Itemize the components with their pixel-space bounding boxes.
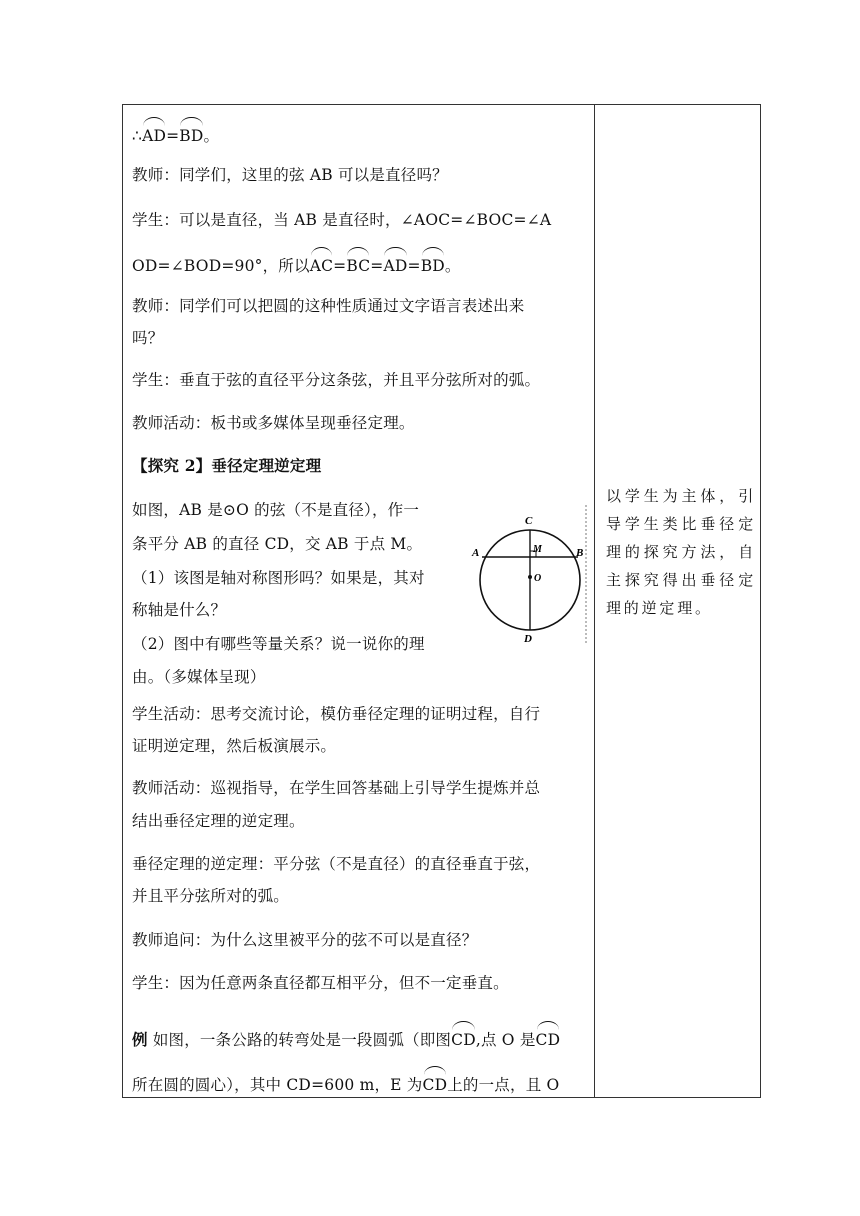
line-24: [132, 1030, 560, 1050]
label-m: M: [533, 544, 542, 555]
center-point: [528, 575, 532, 579]
arc-bd: BD: [420, 257, 445, 275]
line-8: 教师活动：板书或多媒体呈现垂径定理。: [132, 414, 415, 432]
circle-figure: [470, 505, 590, 645]
line-21: 并且平分弦所对的弧。: [132, 887, 290, 905]
punct: 。: [203, 127, 220, 145]
side-note: 以学生为主体，引导学生类比垂径定理的探究方法，自主探究得出垂径定理的逆定理。: [606, 487, 756, 617]
line-5: 教师：同学们可以把圆的这种性质通过文字语言表述出来: [132, 297, 525, 315]
arc-cd: CD: [451, 1031, 476, 1049]
label-c: C: [525, 515, 533, 527]
line-12: （1）该图是轴对称图形吗？如果是，其对: [132, 569, 425, 587]
arc-bd: BD: [179, 127, 204, 145]
equals: =: [370, 257, 384, 275]
line-19: 结出垂径定理的逆定理。: [132, 812, 305, 830]
section-heading: 【探究 2】垂径定理逆定理: [132, 456, 322, 475]
arc-ad: AD: [142, 127, 167, 145]
example-label: 例: [132, 1030, 148, 1049]
line-11: 条平分 AB 的直径 CD，交 AB 于点 M。: [132, 535, 423, 553]
equals: =: [333, 257, 347, 275]
arc-cd: CD: [535, 1031, 561, 1049]
line-25: [132, 1075, 559, 1095]
line-24-text: 如图，一条公路的转弯处是一段圆弧（即图: [147, 1031, 452, 1049]
line-1: [132, 126, 219, 146]
line-17: 证明逆定理，然后板演展示。: [132, 737, 337, 755]
arc-ac: AC: [309, 257, 334, 275]
line-15: 由。（多媒体呈现）: [132, 668, 266, 686]
line-24-text-2: ,点 O 是: [475, 1031, 536, 1049]
arc-ad: AD: [383, 257, 408, 275]
line-13: 称轴是什么？: [132, 601, 227, 619]
line-2: 教师：同学们，这里的弦 AB 可以是直径吗？: [132, 166, 448, 184]
line-4: [132, 256, 461, 276]
line-22: 教师追问：为什么这里被平分的弦不可以是直径？: [132, 931, 478, 949]
line-14: （2）图中有哪些等量关系？说一说你的理: [132, 635, 425, 653]
label-o: O: [534, 573, 542, 584]
line-10: 如图，AB 是⊙O 的弦（不是直径），作一: [132, 501, 420, 519]
line-18: 教师活动：巡视指导，在学生回答基础上引导学生提炼并总: [132, 779, 541, 797]
label-d: D: [524, 633, 532, 645]
equals: =: [166, 127, 180, 145]
line-4-prefix: OD=∠BOD=90°，所以: [132, 257, 310, 275]
line-16: 学生活动：思考交流讨论，模仿垂径定理的证明过程，自行: [132, 705, 541, 723]
line-6: 吗？: [132, 329, 164, 347]
therefore-symbol: ∴: [132, 127, 143, 145]
punct: 。: [444, 257, 461, 275]
equals: =: [407, 257, 421, 275]
line-23: 学生：因为任意两条直径都互相平分，但不一定垂直。: [132, 974, 509, 992]
line-25-text: 所在圆的圆心），其中 CD=600 m，E 为: [132, 1076, 423, 1094]
line-7: 学生：垂直于弦的直径平分这条弦，并且平分弦所对的弧。: [132, 371, 541, 389]
line-3: 学生：可以是直径，当 AB 是直径时，∠AOC=∠BOC=∠A: [132, 211, 552, 229]
label-a: A: [472, 547, 480, 559]
label-b: B: [576, 547, 584, 559]
arc-bc: BC: [346, 257, 371, 275]
line-20: 垂径定理的逆定理：平分弦（不是直径）的直径垂直于弦，: [132, 855, 541, 873]
line-25-text-2: 上的一点，且 O: [447, 1076, 560, 1094]
arc-cd: CD: [422, 1076, 448, 1094]
